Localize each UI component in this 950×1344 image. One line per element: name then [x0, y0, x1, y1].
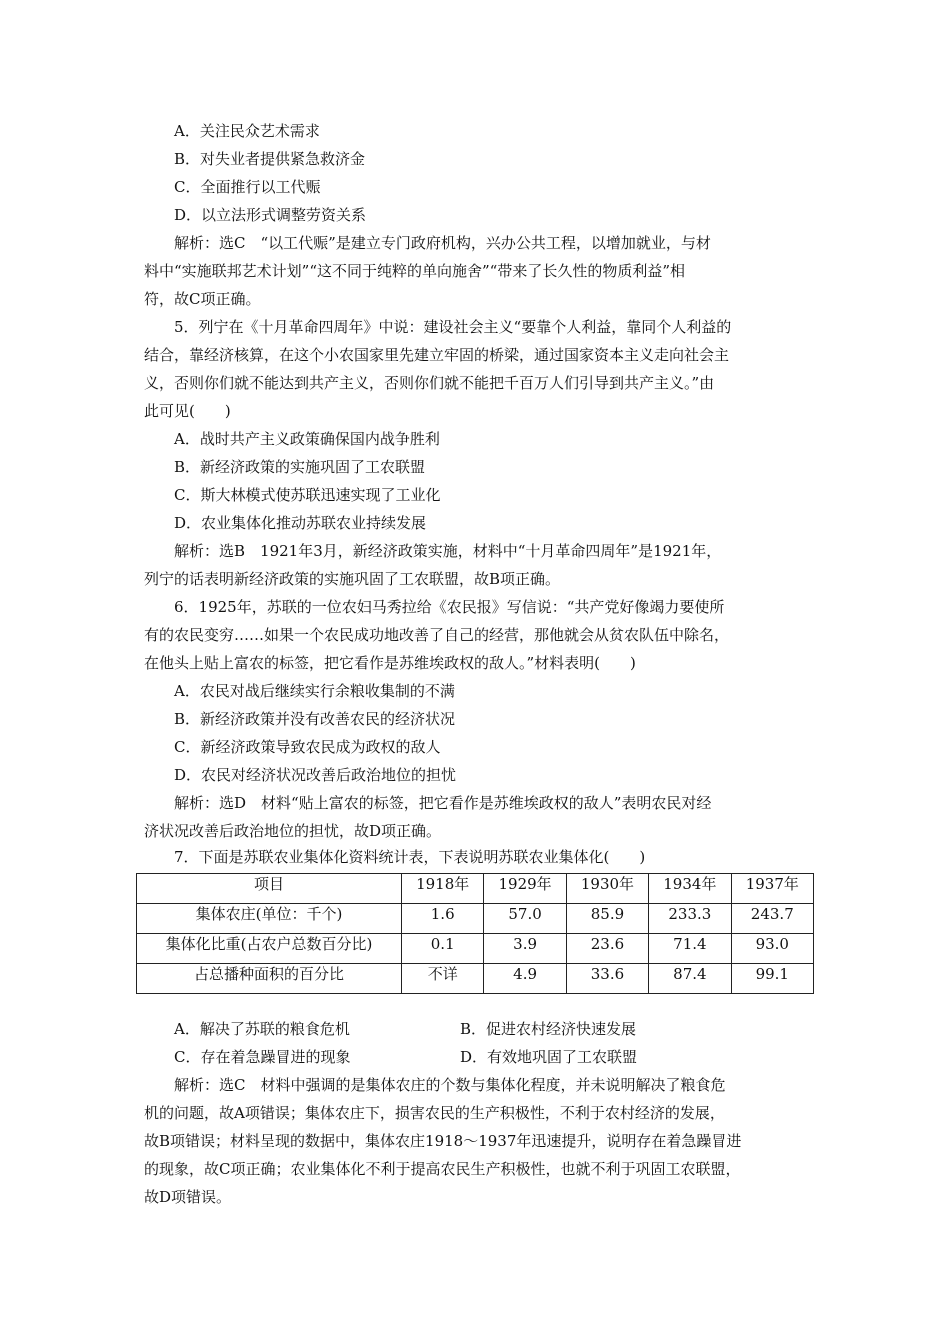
q4-option-d: D．以立法形式调整劳资关系: [174, 206, 367, 224]
q4-analysis-line: 符，故C项正确。: [144, 290, 261, 308]
table-cell: 243.7: [731, 904, 813, 934]
q5-stem-line: 结合，靠经济核算，在这个小农国家里先建立牢固的桥梁，通过国家资本主义走向社会主: [144, 346, 730, 364]
q5-analysis-line: 解析：选B 1921年3月，新经济政策实施，材料中“十月革命四周年”是1921年，: [174, 542, 722, 560]
q7-analysis-line: 解析：选C 材料中强调的是集体农庄的个数与集体化程度，并未说明解决了粮食危: [174, 1076, 726, 1094]
q7-option-d: D．有效地巩固了工农联盟: [460, 1048, 638, 1066]
table-cell: 集体农庄(单位：千个): [137, 904, 402, 934]
q6-stem-line: 在他头上贴上富农的标签，把它看作是苏维埃政权的敌人。”材料表明( ): [144, 654, 636, 672]
q7-analysis-line: 故B项错误；材料呈现的数据中，集体农庄1918～1937年迅速提升，说明存在着急躁冒进: [144, 1132, 742, 1150]
q5-analysis-line: 列宁的话表明新经济政策的实施巩固了工农联盟，故B项正确。: [144, 570, 561, 588]
table-cell: 23.6: [566, 934, 648, 964]
table-header-cell: 1934年: [649, 874, 731, 904]
q4-option-b: B．对失业者提供紧急救济金: [174, 150, 366, 168]
q4-option-c: C．全面推行以工代赈: [174, 178, 321, 196]
q5-option-c: C．斯大林模式使苏联迅速实现了工业化: [174, 486, 441, 504]
table-cell: 85.9: [566, 904, 648, 934]
table-header-row: [137, 874, 814, 904]
q4-analysis-line: 解析：选C “以工代赈”是建立专门政府机构，兴办公共工程，以增加就业，与材: [174, 234, 711, 252]
table-header-cell: 项目: [137, 874, 402, 904]
table-cell: 0.1: [402, 934, 484, 964]
q7-analysis-line: 的现象，故C项正确；农业集体化不利于提高农民生产积极性，也就不利于巩固工农联盟，: [144, 1160, 741, 1178]
table-cell: 71.4: [649, 934, 731, 964]
q6-option-b: B．新经济政策并没有改善农民的经济状况: [174, 710, 456, 728]
q7-option-a: A．解决了苏联的粮食危机: [174, 1020, 350, 1038]
table-cell: 99.1: [731, 964, 813, 994]
table-cell: 33.6: [566, 964, 648, 994]
q4-analysis-line: 料中“实施联邦艺术计划”“这不同于纯粹的单向施舍”“带来了长久性的物质利益”相: [144, 262, 686, 280]
q6-option-c: C．新经济政策导致农民成为政权的敌人: [174, 738, 441, 756]
table-cell: 1.6: [402, 904, 484, 934]
q6-stem-line: 6．1925年，苏联的一位农妇马秀拉给《农民报》写信说：“共产党好像竭力要使所: [174, 598, 725, 616]
table-cell: 93.0: [731, 934, 813, 964]
q7-stem: 7．下面是苏联农业集体化资料统计表，下表说明苏联农业集体化( ): [174, 848, 646, 866]
table-row: [137, 964, 814, 994]
table-row: [137, 904, 814, 934]
table-cell: 3.9: [484, 934, 566, 964]
q6-analysis-line: 解析：选D 材料“贴上富农的标签，把它看作是苏维埃政权的敌人”表明农民对经: [174, 794, 712, 812]
table-cell: 占总播种面积的百分比: [137, 964, 402, 994]
table-header-cell: 1929年: [484, 874, 566, 904]
q6-stem-line: 有的农民变穷……如果一个农民成功地改善了自己的经营，那他就会从贫农队伍中除名，: [144, 626, 730, 644]
q7-option-c: C．存在着急躁冒进的现象: [174, 1048, 351, 1066]
q7-analysis-line: 故D项错误。: [144, 1188, 232, 1206]
table-header-cell: 1937年: [731, 874, 813, 904]
q5-option-b: B．新经济政策的实施巩固了工农联盟: [174, 458, 426, 476]
q7-option-b: B．促进农村经济快速发展: [460, 1020, 637, 1038]
table-row: [137, 934, 814, 964]
table-cell: 4.9: [484, 964, 566, 994]
table-cell: 233.3: [649, 904, 731, 934]
table-header-cell: 1918年: [402, 874, 484, 904]
table-cell: 57.0: [484, 904, 566, 934]
table-cell: 87.4: [649, 964, 731, 994]
collectivization-table: [136, 873, 814, 994]
q5-option-a: A．战时共产主义政策确保国内战争胜利: [174, 430, 440, 448]
q6-analysis-line: 济状况改善后政治地位的担忧，故D项正确。: [144, 822, 442, 840]
q5-stem-line: 5．列宁在《十月革命四周年》中说：建设社会主义“要靠个人利益，靠同个人利益的: [174, 318, 732, 336]
q5-stem-line: 义，否则你们就不能达到共产主义，否则你们就不能把千百万人们引导到共产主义。”由: [144, 374, 715, 392]
q6-option-a: A．农民对战后继续实行余粮收集制的不满: [174, 682, 455, 700]
q4-option-a: A．关注民众艺术需求: [174, 122, 320, 140]
q5-option-d: D．农业集体化推动苏联农业持续发展: [174, 514, 427, 532]
table-header-cell: 1930年: [566, 874, 648, 904]
table-cell: 不详: [402, 964, 484, 994]
table-cell: 集体化比重(占农户总数百分比): [137, 934, 402, 964]
q6-option-d: D．农民对经济状况改善后政治地位的担忧: [174, 766, 457, 784]
q7-analysis-line: 机的问题，故A项错误；集体农庄下，损害农民的生产积极性，不利于农村经济的发展，: [144, 1104, 725, 1122]
q5-stem-line: 此可见( ): [144, 402, 231, 420]
